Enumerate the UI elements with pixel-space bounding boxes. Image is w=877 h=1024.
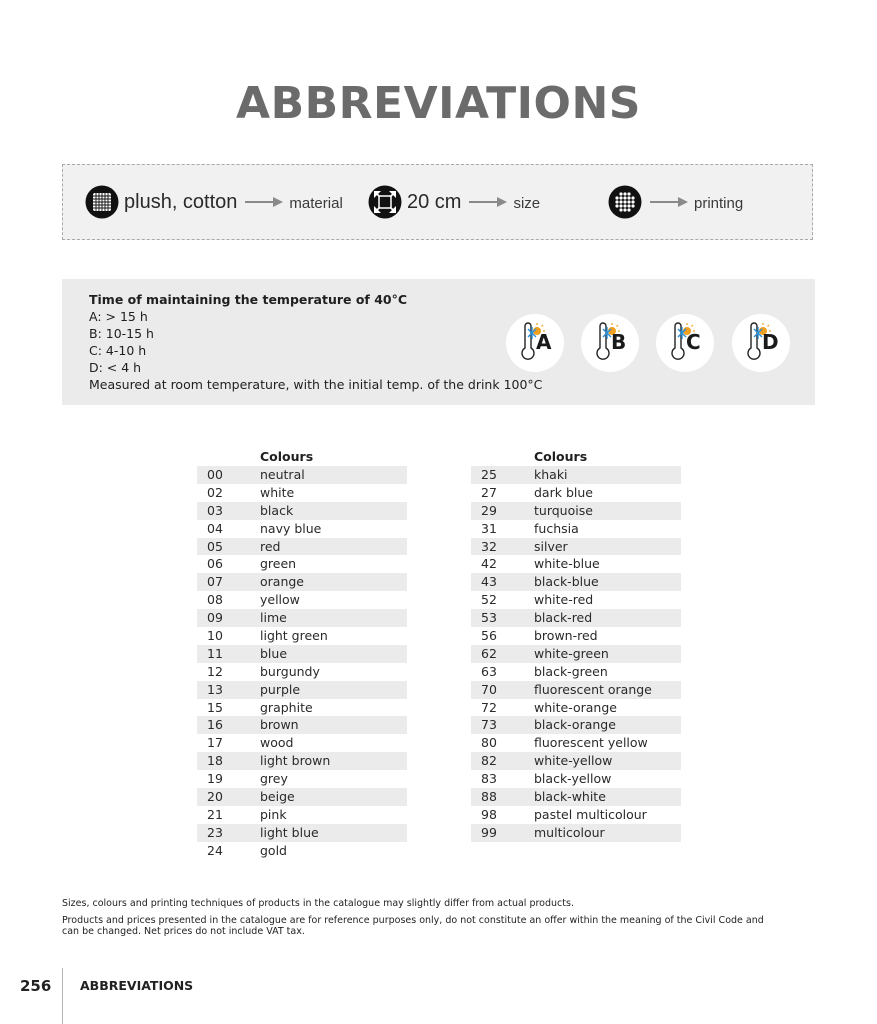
thermometer-sun-snow-icon bbox=[506, 314, 564, 372]
table-row bbox=[471, 681, 681, 699]
colour-code: 10 bbox=[207, 628, 223, 644]
colour-name: light brown bbox=[260, 753, 331, 769]
colour-name: red bbox=[260, 538, 281, 554]
temperature-line-b: B: 10-15 h bbox=[89, 326, 154, 341]
table-row bbox=[471, 466, 681, 484]
table-row bbox=[197, 538, 407, 556]
table-row bbox=[197, 681, 407, 699]
colour-name: yellow bbox=[260, 592, 300, 608]
table-row bbox=[471, 520, 681, 538]
colour-name: black-red bbox=[534, 610, 593, 626]
badge-letter: C bbox=[686, 330, 701, 354]
colour-name: black bbox=[260, 502, 294, 518]
colour-name: turquoise bbox=[534, 502, 593, 518]
legend-printing bbox=[608, 184, 743, 220]
colour-name: white-blue bbox=[534, 556, 600, 572]
colour-code: 32 bbox=[481, 538, 497, 554]
colour-code: 52 bbox=[481, 592, 497, 608]
colour-code: 53 bbox=[481, 610, 497, 626]
colour-name: lime bbox=[260, 610, 287, 626]
colour-name: multicolour bbox=[534, 824, 605, 840]
table-row bbox=[197, 806, 407, 824]
colour-code: 07 bbox=[207, 574, 223, 590]
colour-name: brown-red bbox=[534, 628, 598, 644]
table-row bbox=[197, 770, 407, 788]
table-row bbox=[197, 716, 407, 734]
colour-code: 08 bbox=[207, 592, 223, 608]
temperature-line-c: C: 4-10 h bbox=[89, 343, 147, 358]
colour-code: 06 bbox=[207, 556, 223, 572]
material-label: material bbox=[289, 195, 343, 212]
colour-code: 11 bbox=[207, 645, 223, 661]
temperature-badge-d bbox=[732, 314, 790, 372]
colour-name: brown bbox=[260, 717, 299, 733]
table-row bbox=[197, 573, 407, 591]
colour-code: 15 bbox=[207, 699, 223, 715]
table-row bbox=[471, 734, 681, 752]
colour-name: white-orange bbox=[534, 699, 617, 715]
colour-code: 99 bbox=[481, 824, 497, 840]
table-row bbox=[471, 502, 681, 520]
colours-rows bbox=[471, 466, 681, 842]
colour-code: 42 bbox=[481, 556, 497, 572]
colour-code: 13 bbox=[207, 681, 223, 697]
table-row bbox=[471, 573, 681, 591]
table-row bbox=[197, 502, 407, 520]
colours-table-left bbox=[197, 449, 407, 860]
thermometer-sun-snow-icon bbox=[656, 314, 714, 372]
colours-rows bbox=[197, 466, 407, 860]
table-row bbox=[471, 699, 681, 717]
colours-header-label: Colours bbox=[260, 449, 314, 464]
colour-name: black-green bbox=[534, 663, 608, 679]
colour-code: 80 bbox=[481, 735, 497, 751]
colour-name: white-green bbox=[534, 645, 609, 661]
temperature-badge-b bbox=[581, 314, 639, 372]
icon-legend bbox=[62, 164, 813, 240]
colour-code: 05 bbox=[207, 538, 223, 554]
footer-section-title: ABBREVIATIONS bbox=[80, 978, 194, 993]
table-row bbox=[197, 520, 407, 538]
colours-header bbox=[471, 449, 681, 466]
colours-header bbox=[197, 449, 407, 466]
table-row bbox=[471, 770, 681, 788]
colour-code: 70 bbox=[481, 681, 497, 697]
colour-code: 83 bbox=[481, 771, 497, 787]
size-value: 20 cm bbox=[407, 190, 462, 213]
badge-letter: A bbox=[536, 330, 552, 354]
colour-name: fuchsia bbox=[534, 520, 579, 536]
arrow-icon bbox=[245, 196, 283, 208]
colour-code: 88 bbox=[481, 789, 497, 805]
temperature-line-d: D: < 4 h bbox=[89, 360, 142, 375]
colour-name: purple bbox=[260, 681, 301, 697]
colour-code: 63 bbox=[481, 663, 497, 679]
colour-name: gold bbox=[260, 842, 287, 858]
temperature-heading: Time of maintaining the temperature of 40°C bbox=[89, 292, 408, 307]
table-row bbox=[471, 538, 681, 556]
colour-name: khaki bbox=[534, 467, 568, 482]
arrow-icon bbox=[469, 196, 507, 208]
page-number: 256 bbox=[20, 977, 52, 995]
colour-code: 03 bbox=[207, 502, 223, 518]
colour-code: 12 bbox=[207, 663, 223, 679]
colour-name: beige bbox=[260, 789, 295, 805]
size-label: size bbox=[513, 195, 541, 212]
temperature-info bbox=[89, 291, 542, 393]
table-row bbox=[471, 627, 681, 645]
colour-code: 29 bbox=[481, 502, 497, 518]
colour-name: navy blue bbox=[260, 520, 322, 536]
colour-name: green bbox=[260, 556, 297, 572]
table-row bbox=[197, 484, 407, 502]
table-row bbox=[471, 484, 681, 502]
colour-code: 23 bbox=[207, 824, 223, 840]
colour-code: 20 bbox=[207, 789, 223, 805]
table-row bbox=[471, 591, 681, 609]
legend-material bbox=[85, 184, 343, 220]
colour-code: 17 bbox=[207, 735, 223, 751]
legend-size bbox=[368, 184, 540, 220]
table-row bbox=[197, 627, 407, 645]
colour-code: 98 bbox=[481, 806, 497, 822]
colour-name: pink bbox=[260, 806, 287, 822]
colour-code: 31 bbox=[481, 520, 497, 536]
colour-name: wood bbox=[260, 735, 294, 751]
colour-code: 04 bbox=[207, 520, 223, 536]
printing-dots-icon bbox=[608, 185, 642, 219]
colour-name: pastel multicolour bbox=[534, 806, 647, 822]
colour-name: orange bbox=[260, 574, 304, 590]
colour-name: graphite bbox=[260, 699, 313, 715]
colour-code: 24 bbox=[207, 842, 223, 858]
printing-label: printing bbox=[694, 195, 744, 212]
temperature-line-a: A: > 15 h bbox=[89, 309, 148, 324]
arrow-icon bbox=[650, 196, 688, 208]
table-row bbox=[197, 645, 407, 663]
colour-name: light blue bbox=[260, 824, 319, 840]
table-row bbox=[471, 824, 681, 842]
colour-code: 56 bbox=[481, 628, 497, 644]
table-row bbox=[197, 788, 407, 806]
colour-code: 16 bbox=[207, 717, 223, 733]
colour-code: 43 bbox=[481, 574, 497, 590]
table-row bbox=[197, 824, 407, 842]
temperature-panel bbox=[62, 279, 815, 405]
colour-name: fluorescent yellow bbox=[534, 735, 648, 751]
colour-name: neutral bbox=[260, 467, 305, 482]
table-row bbox=[471, 609, 681, 627]
colour-name: burgundy bbox=[260, 663, 320, 679]
table-row bbox=[471, 555, 681, 573]
colour-name: silver bbox=[534, 538, 568, 554]
colour-name: fluorescent orange bbox=[534, 681, 652, 697]
colours-table-right bbox=[471, 449, 681, 842]
colour-code: 62 bbox=[481, 645, 497, 661]
disclaimer-note: Sizes, colours and printing techniques of products in the catalogue may slightly differ from actual products. bbox=[62, 898, 574, 909]
colour-name: light green bbox=[260, 628, 328, 644]
badge-letter: D bbox=[762, 330, 779, 354]
table-row bbox=[197, 591, 407, 609]
colour-code: 25 bbox=[481, 467, 497, 482]
colour-code: 72 bbox=[481, 699, 497, 715]
colour-code: 82 bbox=[481, 753, 497, 769]
temperature-badge-a bbox=[506, 314, 564, 372]
page-title: ABBREVIATIONS bbox=[236, 78, 641, 129]
table-row bbox=[471, 806, 681, 824]
table-row bbox=[471, 663, 681, 681]
table-row bbox=[471, 752, 681, 770]
colour-code: 27 bbox=[481, 484, 497, 500]
colour-name: black-orange bbox=[534, 717, 616, 733]
temperature-note: Measured at room temperature, with the initial temp. of the drink 100°C bbox=[89, 377, 543, 392]
colour-code: 21 bbox=[207, 806, 223, 822]
table-row bbox=[197, 609, 407, 627]
table-row bbox=[197, 663, 407, 681]
colour-name: blue bbox=[260, 645, 288, 661]
table-row bbox=[471, 788, 681, 806]
colour-name: black-yellow bbox=[534, 771, 612, 787]
colour-code: 73 bbox=[481, 717, 497, 733]
material-value: plush, cotton bbox=[124, 190, 238, 213]
thermometer-sun-snow-icon bbox=[581, 314, 639, 372]
table-row bbox=[197, 555, 407, 573]
colour-code: 09 bbox=[207, 610, 223, 626]
colour-code: 18 bbox=[207, 753, 223, 769]
colour-name: grey bbox=[260, 771, 288, 787]
colour-code: 19 bbox=[207, 771, 223, 787]
thermometer-sun-snow-icon bbox=[732, 314, 790, 372]
badge-letter: B bbox=[611, 330, 627, 354]
table-row bbox=[471, 716, 681, 734]
colour-name: black-white bbox=[534, 789, 606, 805]
colour-code: 02 bbox=[207, 484, 223, 500]
table-row bbox=[197, 734, 407, 752]
fabric-icon bbox=[85, 185, 119, 219]
table-row bbox=[197, 842, 407, 860]
colour-name: white bbox=[260, 484, 295, 500]
colour-name: white-red bbox=[534, 592, 594, 608]
colour-name: white-yellow bbox=[534, 753, 613, 769]
table-row bbox=[197, 752, 407, 770]
disclaimer-note: Products and prices presented in the catalogue are for reference purposes only, do not constitute an offer within the meaning of the Civil Code and can be changed. Net prices do not include VAT tax. bbox=[62, 915, 764, 937]
colour-name: black-blue bbox=[534, 574, 599, 590]
table-row bbox=[471, 645, 681, 663]
disclaimer-notes bbox=[62, 898, 782, 943]
colours-header-label: Colours bbox=[534, 449, 588, 464]
footer-divider bbox=[62, 968, 63, 1024]
size-arrows-icon bbox=[368, 185, 402, 219]
table-row bbox=[197, 699, 407, 717]
colour-name: dark blue bbox=[534, 484, 593, 500]
colour-code: 00 bbox=[207, 467, 223, 482]
temperature-badge-c bbox=[656, 314, 714, 372]
table-row bbox=[197, 466, 407, 484]
